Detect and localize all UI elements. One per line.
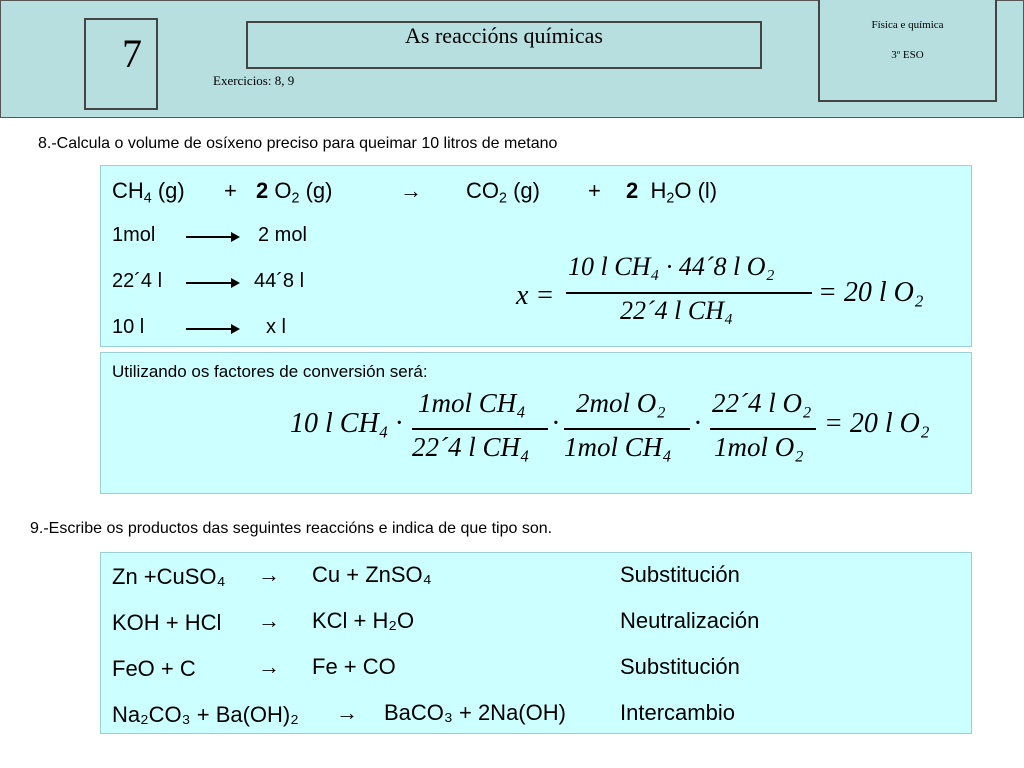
chemical-equation: $CH_4$ (g) [112, 178, 185, 207]
formula-1-lhs: x = [516, 280, 555, 311]
factor-1-denominator: 22´4 l CH₄ [412, 432, 530, 462]
arrow-icon [186, 236, 238, 238]
subject-label: Física e química [871, 19, 944, 31]
multiply-dot: · [552, 408, 559, 439]
formula-1-numerator: 10 l CH₄ · 44´8 l O₂ [568, 252, 775, 281]
plus-sign: + [224, 178, 237, 203]
page-title: As reaccións químicas [405, 23, 603, 48]
course-label: 3º ESO [891, 49, 924, 61]
factor-1-numerator: 1mol CH₄ [418, 388, 526, 418]
arrow-icon [186, 328, 238, 330]
reaction-3-products: Fe + CO [312, 654, 396, 679]
chapter-number: 7 [122, 31, 142, 76]
formula-1-denominator: 22´4 l CH₄ [620, 296, 734, 325]
arrow-icon: → [258, 608, 280, 633]
oxygen-term: 2 $O_2$ (g) [256, 178, 333, 207]
reaction-2-type: Neutralización [620, 608, 760, 633]
reaction-4-products: BaCO₃ + 2Na(OH) [384, 700, 566, 725]
reaction-4-type: Intercambio [620, 700, 735, 725]
co2-term: $CO_2$ (g) [466, 178, 540, 207]
fraction-bar [564, 428, 690, 430]
plus-sign-2: + [588, 178, 601, 203]
question-9-prompt: 9.-Escribe os productos das seguintes reaccións e indica de que tipo son. [30, 520, 553, 537]
fraction-bar [412, 428, 548, 430]
fraction-bar [566, 292, 812, 294]
factor-2-denominator: 1mol CH₄ [564, 432, 672, 462]
row-3-left: 10 l [112, 316, 145, 338]
question-8-prompt: 8.-Calcula o volume de osíxeno preciso para queimar 10 litros de metano [38, 135, 558, 152]
chapter-box [84, 18, 158, 110]
multiply-dot-2: · [694, 408, 701, 439]
reaction-2-reactants: KOH + HCl [112, 610, 222, 635]
row-2-right: 44´8 l [254, 270, 305, 292]
factor-3-denominator: 1mol O₂ [714, 432, 804, 462]
arrow-icon [186, 282, 238, 284]
formula-2-start: 10 l CH₄ · [290, 408, 403, 439]
exercises-label: Exercicios: 8, 9 [213, 73, 295, 88]
row-1-left: 1mol [112, 224, 156, 246]
formula-1-result: = 20 l O₂ [818, 277, 924, 308]
factor-2-numerator: 2mol O₂ [576, 388, 666, 418]
reaction-3-reactants: FeO + C [112, 656, 196, 681]
arrow-icon: → [258, 654, 280, 679]
formula-2-result: = 20 l O₂ [824, 408, 930, 439]
reaction-arrow: → [400, 178, 422, 203]
water-term: 2 $H_2O$ (l) [626, 178, 718, 207]
reaction-1-products: Cu + ZnSO₄ [312, 562, 432, 587]
reaction-3-type: Substitución [620, 654, 740, 679]
reaction-4-reactants: Na₂CO₃ + Ba(OH)₂ [112, 702, 299, 727]
row-3-right: x l [266, 316, 286, 338]
row-1-right: 2 mol [258, 224, 307, 246]
arrow-icon: → [336, 700, 358, 725]
conversion-label: Utilizando os factores de conversión será: [112, 362, 428, 381]
factor-3-numerator: 22´4 l O₂ [712, 388, 812, 418]
reaction-2-products: KCl + H₂O [312, 608, 415, 633]
row-2-left: 22´4 l [112, 270, 163, 292]
arrow-icon: → [258, 562, 280, 587]
fraction-bar [710, 428, 816, 430]
reaction-1-type: Substitución [620, 562, 740, 587]
reaction-1-reactants: Zn +CuSO₄ [112, 564, 226, 589]
